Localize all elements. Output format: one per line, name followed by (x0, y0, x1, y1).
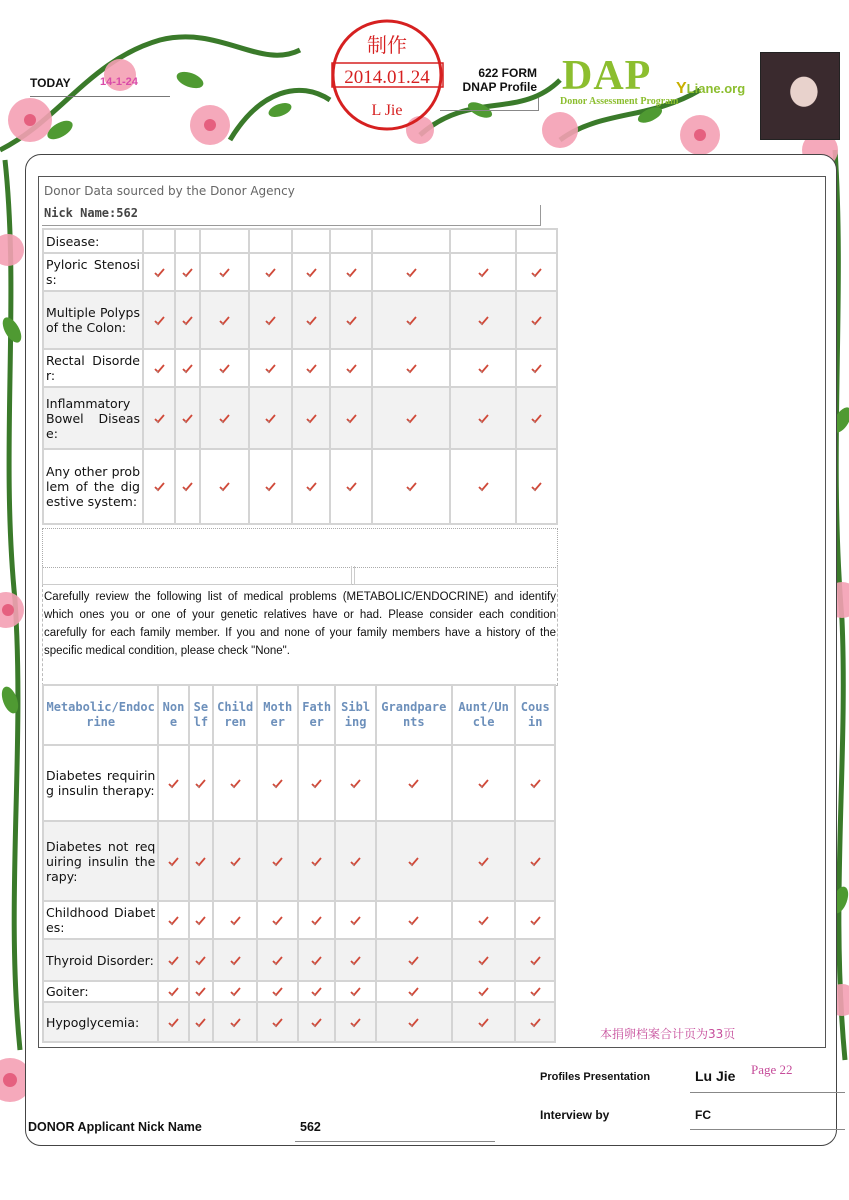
checkmark-icon (272, 1013, 283, 1032)
checkmark-cell (515, 745, 555, 821)
checkmark-cell (452, 901, 516, 939)
checkmark-cell (298, 939, 335, 981)
header-cell (450, 229, 516, 253)
interview-underline (690, 1129, 845, 1130)
checkmark-icon (478, 263, 489, 282)
checkmark-icon (408, 951, 419, 970)
checkmark-icon (408, 911, 419, 930)
checkmark-icon (230, 774, 241, 793)
checkmark-cell (516, 387, 557, 449)
checkmark-icon (406, 477, 417, 496)
checkmark-cell (200, 387, 249, 449)
table-row (43, 939, 555, 981)
checkmark-cell (450, 387, 516, 449)
checkmark-cell (249, 291, 292, 349)
row-label: Diabetes not requiring insulin therapy: (43, 821, 158, 901)
table-row (43, 981, 555, 1002)
checkmark-cell (292, 253, 330, 291)
checkmark-cell (298, 981, 335, 1002)
checkmark-cell (298, 821, 335, 901)
column-header: Father (298, 685, 335, 745)
checkmark-cell (330, 387, 372, 449)
checkmark-cell (335, 745, 375, 821)
checkmark-icon (230, 911, 241, 930)
checkmark-cell (372, 349, 450, 387)
checkmark-cell (330, 449, 372, 524)
checkmark-icon (408, 1013, 419, 1032)
checkmark-cell (515, 1002, 555, 1042)
checkmark-icon (182, 409, 193, 428)
checkmark-icon (406, 359, 417, 378)
checkmark-icon (265, 359, 276, 378)
checkmark-cell (372, 291, 450, 349)
checkmark-cell (257, 981, 297, 1002)
checkmark-icon (272, 774, 283, 793)
checkmark-icon (219, 263, 230, 282)
checkmark-cell (158, 1002, 188, 1042)
checkmark-cell (372, 253, 450, 291)
checkmark-icon (154, 359, 165, 378)
stamp-top-text: 制作 (367, 33, 407, 57)
column-header: Cousin (515, 685, 555, 745)
checkmark-icon (406, 311, 417, 330)
checkmark-icon (168, 911, 179, 930)
checkmark-cell (450, 291, 516, 349)
checkmark-icon (195, 911, 206, 930)
checkmark-cell (292, 291, 330, 349)
checkmark-icon (306, 477, 317, 496)
checkmark-cell (516, 253, 557, 291)
stamp-date: 2014.01.24 (344, 67, 430, 88)
profiles-presentation-value: Lu Jie (695, 1068, 736, 1084)
checkmark-cell (213, 901, 258, 939)
checkmark-icon (168, 982, 179, 1001)
checkmark-icon (478, 311, 489, 330)
checkmark-cell (200, 449, 249, 524)
checkmark-icon (530, 1013, 541, 1032)
checkmark-cell (452, 939, 516, 981)
checkmark-cell (175, 291, 200, 349)
yliane-logo-y: Y (676, 80, 687, 97)
donor-photo (760, 52, 840, 140)
checkmark-icon (406, 409, 417, 428)
dap-subtitle: Donor Assessment Program (560, 96, 679, 107)
checkmark-cell (213, 821, 258, 901)
header-cell (372, 229, 450, 253)
checkmark-icon (531, 263, 542, 282)
checkmark-cell (515, 939, 555, 981)
checkmark-cell (516, 291, 557, 349)
checkmark-cell (376, 1002, 452, 1042)
header-cell (249, 229, 292, 253)
header-cell (200, 229, 249, 253)
checkmark-icon (219, 477, 230, 496)
checkmark-icon (350, 852, 361, 871)
checkmark-cell (213, 981, 258, 1002)
checkmark-cell (143, 253, 175, 291)
checkmark-icon (346, 311, 357, 330)
checkmark-cell (292, 449, 330, 524)
page-number: Page 22 (751, 1062, 793, 1077)
header-cell (292, 229, 330, 253)
checkmark-cell (450, 349, 516, 387)
checkmark-cell (249, 253, 292, 291)
dap-logo: DAP (562, 53, 652, 99)
checkmark-icon (346, 359, 357, 378)
checkmark-cell (335, 821, 375, 901)
digestive-table (42, 228, 558, 525)
checkmark-icon (478, 774, 489, 793)
table-row (43, 821, 555, 901)
column-header: Sibling (335, 685, 375, 745)
checkmark-cell (376, 939, 452, 981)
spacer-cell (42, 566, 352, 585)
checkmark-icon (272, 852, 283, 871)
checkmark-cell (257, 745, 297, 821)
checkmark-cell (335, 1002, 375, 1042)
donor-nickname-underline (295, 1141, 495, 1142)
checkmark-icon (182, 263, 193, 282)
checkmark-icon (478, 982, 489, 1001)
checkmark-icon (195, 774, 206, 793)
header-cell (143, 229, 175, 253)
checkmark-cell (189, 821, 213, 901)
checkmark-cell (175, 387, 200, 449)
row-label: Thyroid Disorder: (43, 939, 158, 981)
checkmark-icon (154, 477, 165, 496)
today-label: TODAY (30, 76, 71, 90)
checkmark-icon (306, 359, 317, 378)
form-subtitle: DNAP Profile (462, 80, 537, 94)
checkmark-icon (346, 477, 357, 496)
checkmark-icon (154, 409, 165, 428)
checkmark-icon (195, 1013, 206, 1032)
checkmark-cell (189, 1002, 213, 1042)
checkmark-icon (350, 982, 361, 1001)
source-note: Donor Data sourced by the Donor Agency (44, 184, 295, 198)
checkmark-icon (531, 409, 542, 428)
nick-name-underline (42, 205, 541, 226)
checkmark-icon (306, 311, 317, 330)
profiles-presentation-label: Profiles Presentation (540, 1071, 651, 1083)
table-row (43, 291, 557, 349)
row-label: Diabetes requiring insulin therapy: (43, 745, 158, 821)
checkmark-cell (330, 349, 372, 387)
checkmark-cell (292, 349, 330, 387)
official-stamp (330, 18, 445, 133)
total-pages-note: 本捐卵档案合计页为33页 (600, 1027, 736, 1041)
checkmark-cell (372, 387, 450, 449)
checkmark-cell (376, 821, 452, 901)
checkmark-icon (195, 982, 206, 1001)
checkmark-icon (530, 852, 541, 871)
checkmark-cell (452, 745, 516, 821)
checkmark-cell (213, 1002, 258, 1042)
checkmark-icon (306, 263, 317, 282)
table-row (43, 253, 557, 291)
checkmark-icon (350, 911, 361, 930)
checkmark-icon (531, 477, 542, 496)
checkmark-cell (515, 901, 555, 939)
checkmark-cell (516, 349, 557, 387)
row-label: Inflammatory Bowel Disease: (43, 387, 143, 449)
interview-label: Interview by (540, 1108, 610, 1122)
checkmark-icon (350, 951, 361, 970)
yliane-logo (676, 80, 745, 98)
checkmark-icon (272, 951, 283, 970)
checkmark-icon (478, 359, 489, 378)
checkmark-cell (257, 939, 297, 981)
checkmark-cell (298, 901, 335, 939)
checkmark-cell (189, 745, 213, 821)
table-row (43, 349, 557, 387)
checkmark-cell (213, 745, 258, 821)
table-row (43, 745, 555, 821)
checkmark-icon (478, 477, 489, 496)
checkmark-icon (346, 409, 357, 428)
row-label: Hypoglycemia: (43, 1002, 158, 1042)
checkmark-cell (450, 253, 516, 291)
checkmark-cell (335, 901, 375, 939)
checkmark-icon (311, 1013, 322, 1032)
column-header: Metabolic/Endocrine (43, 685, 158, 745)
checkmark-cell (189, 901, 213, 939)
checkmark-icon (182, 311, 193, 330)
checkmark-icon (478, 911, 489, 930)
checkmark-cell (143, 349, 175, 387)
checkmark-icon (478, 409, 489, 428)
checkmark-cell (200, 349, 249, 387)
checkmark-icon (478, 1013, 489, 1032)
checkmark-cell (376, 745, 452, 821)
checkmark-icon (265, 263, 276, 282)
checkmark-cell (452, 981, 516, 1002)
checkmark-icon (408, 852, 419, 871)
checkmark-icon (219, 311, 230, 330)
checkmark-icon (408, 982, 419, 1001)
checkmark-icon (219, 409, 230, 428)
checkmark-cell (452, 1002, 516, 1042)
row-label: Pyloric Stenosis: (43, 253, 143, 291)
checkmark-cell (298, 745, 335, 821)
checkmark-icon (478, 852, 489, 871)
checkmark-cell (515, 981, 555, 1002)
checkmark-icon (306, 409, 317, 428)
checkmark-cell (175, 449, 200, 524)
row-label: Rectal Disorder: (43, 349, 143, 387)
table-row (43, 449, 557, 524)
checkmark-icon (272, 911, 283, 930)
checkmark-icon (168, 1013, 179, 1032)
checkmark-cell (143, 387, 175, 449)
checkmark-icon (168, 852, 179, 871)
checkmark-cell (335, 981, 375, 1002)
column-header: None (158, 685, 188, 745)
nick-name-value: 562 (116, 206, 138, 220)
checkmark-icon (265, 311, 276, 330)
checkmark-cell (450, 449, 516, 524)
checkmark-icon (168, 774, 179, 793)
checkmark-icon (265, 477, 276, 496)
spacer-cell (354, 566, 558, 585)
checkmark-icon (195, 951, 206, 970)
checkmark-cell (257, 821, 297, 901)
checkmark-icon (530, 774, 541, 793)
table-row (43, 1002, 555, 1042)
checkmark-cell (298, 1002, 335, 1042)
interview-value: FC (695, 1108, 711, 1122)
checkmark-icon (311, 911, 322, 930)
row-label: Multiple Polyps of the Colon: (43, 291, 143, 349)
yliane-logo-text: Liane.org (686, 81, 746, 96)
checkmark-cell (257, 1002, 297, 1042)
column-header: Children (213, 685, 258, 745)
checkmark-icon (311, 982, 322, 1001)
checkmark-cell (515, 821, 555, 901)
checkmark-cell (143, 291, 175, 349)
checkmark-icon (195, 852, 206, 871)
checkmark-icon (346, 263, 357, 282)
table-row (43, 387, 557, 449)
checkmark-icon (230, 852, 241, 871)
checkmark-icon (230, 1013, 241, 1032)
column-header: Self (189, 685, 213, 745)
checkmark-icon (311, 852, 322, 871)
checkmark-cell (143, 449, 175, 524)
checkmark-cell (175, 253, 200, 291)
stamp-name: L Jie (371, 102, 403, 119)
checkmark-cell (200, 253, 249, 291)
checkmark-cell (249, 449, 292, 524)
spacer-box (42, 528, 558, 568)
checkmark-icon (230, 951, 241, 970)
checkmark-cell (249, 349, 292, 387)
donor-nickname-value: 562 (300, 1120, 321, 1134)
checkmark-cell (158, 901, 188, 939)
checkmark-icon (272, 982, 283, 1001)
checkmark-cell (257, 901, 297, 939)
checkmark-cell (516, 449, 557, 524)
form-title (455, 66, 537, 94)
column-header: Mother (257, 685, 297, 745)
checkmark-cell (330, 253, 372, 291)
checkmark-icon (182, 359, 193, 378)
checkmark-cell (189, 981, 213, 1002)
checkmark-cell (213, 939, 258, 981)
nick-name: Nick Name:562 (44, 206, 138, 220)
checkmark-cell (189, 939, 213, 981)
checkmark-cell (330, 291, 372, 349)
row-label: Goiter: (43, 981, 158, 1002)
row-label: Any other problem of the digestive system: (43, 449, 143, 524)
checkmark-cell (335, 939, 375, 981)
checkmark-icon (168, 951, 179, 970)
checkmark-icon (350, 1013, 361, 1032)
profiles-underline (690, 1092, 845, 1093)
checkmark-icon (154, 311, 165, 330)
checkmark-icon (530, 982, 541, 1001)
checkmark-cell (376, 901, 452, 939)
checkmark-icon (531, 311, 542, 330)
today-date: 14-1-24 (100, 76, 138, 88)
header-cell (175, 229, 200, 253)
instructions-text: Carefully review the following list of medical problems (METABOLIC/ENDOCRINE) and identify which ones you or one of your genetic relatives have or had. Please consider each condition carefully for each family member. If you and none of your family members have a history of the specific medical condition, please check "None". (44, 591, 556, 657)
checkmark-cell (158, 745, 188, 821)
checkmark-icon (182, 477, 193, 496)
checkmark-cell (376, 981, 452, 1002)
header-cell (516, 229, 557, 253)
checkmark-cell (200, 291, 249, 349)
row-label: Childhood Diabetes: (43, 901, 158, 939)
checkmark-icon (311, 951, 322, 970)
checkmark-icon (230, 982, 241, 1001)
header-cell (330, 229, 372, 253)
today-underline (30, 96, 170, 97)
checkmark-cell (292, 387, 330, 449)
checkmark-cell (158, 821, 188, 901)
column-header: Grandparents (376, 685, 452, 745)
checkmark-cell (452, 821, 516, 901)
checkmark-icon (265, 409, 276, 428)
checkmark-cell (372, 449, 450, 524)
disease-header: Disease: (43, 229, 143, 253)
checkmark-icon (311, 774, 322, 793)
checkmark-cell (249, 387, 292, 449)
checkmark-cell (158, 981, 188, 1002)
donor-nickname-label: DONOR Applicant Nick Name (28, 1120, 202, 1134)
column-header: Aunt/Uncle (452, 685, 516, 745)
checkmark-icon (219, 359, 230, 378)
checkmark-icon (408, 774, 419, 793)
checkmark-cell (175, 349, 200, 387)
checkmark-icon (530, 951, 541, 970)
checkmark-icon (530, 911, 541, 930)
metabolic-table (42, 684, 556, 1043)
checkmark-icon (478, 951, 489, 970)
nick-name-label: Nick Name (44, 206, 110, 220)
checkmark-cell (158, 939, 188, 981)
form-number: 622 FORM (478, 66, 537, 80)
checkmark-icon (154, 263, 165, 282)
form-underline (440, 98, 539, 111)
table-row (43, 901, 555, 939)
checkmark-icon (406, 263, 417, 282)
checkmark-icon (350, 774, 361, 793)
checkmark-icon (531, 359, 542, 378)
